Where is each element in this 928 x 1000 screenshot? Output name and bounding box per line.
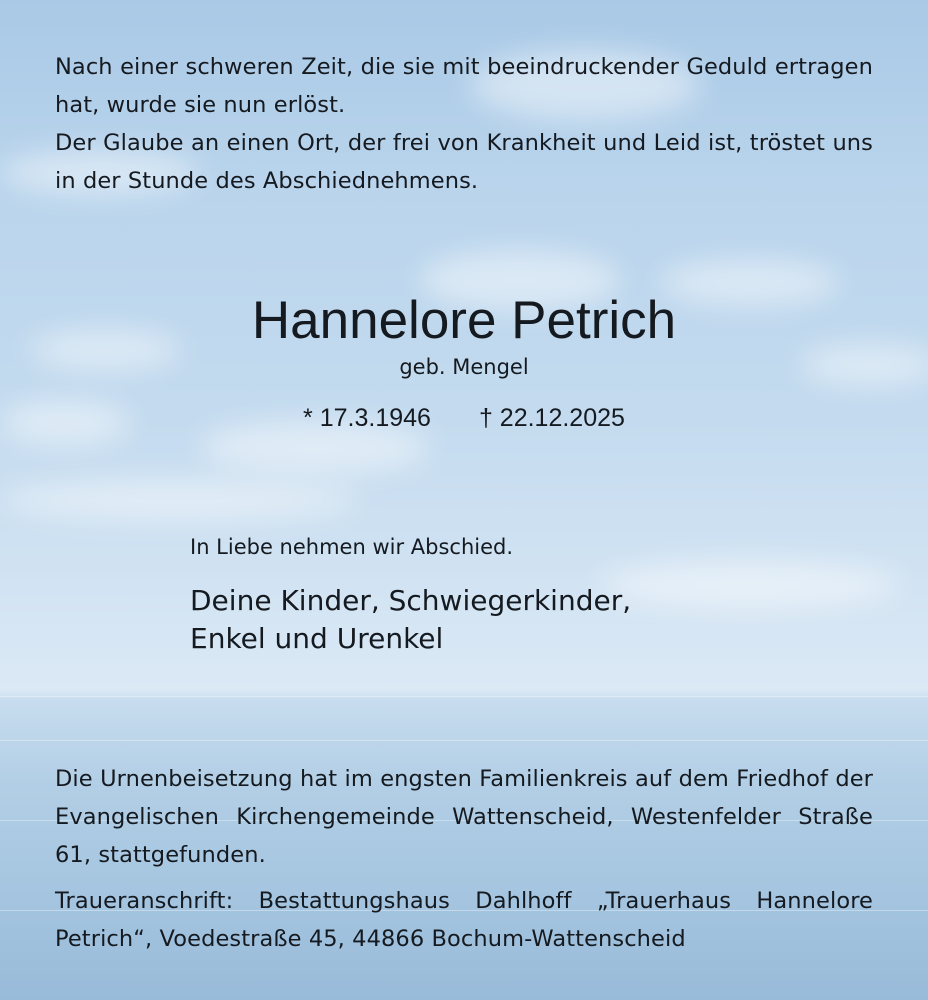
life-dates (0, 400, 928, 436)
deceased-name: Hannelore Petrich (251, 291, 677, 350)
death-date: † 22.12.2025 (478, 404, 625, 432)
mourners-line-2: Enkel und Urenkel (190, 622, 444, 655)
burial-notice-text: Die Urnenbeisetzung hat im engsten Familienkreis auf dem Friedhof der Evangelischen Kirchengemeinde Wattenscheid, Westenfelder Straße 61, stattgefunden. (55, 766, 873, 868)
intro-paragraph-2: Der Glaube an einen Ort, der frei von Krankheit und Leid ist, tröstet uns in der Stunde des Abschiednehmens. (55, 130, 873, 194)
intro-text (55, 48, 873, 200)
mourning-address-text: Traueranschrift: Bestattungshaus Dahlhoff „Trauerhaus Hannelore Petrich“, Voedestraße 45, 44866 Bochum-Wattenscheid (55, 888, 873, 952)
cloud-decoration (0, 480, 360, 520)
intro-paragraph-1: Nach einer schweren Zeit, die sie mit beeindruckender Geduld ertragen hat, wurde sie nun erlöst. (55, 54, 873, 118)
farewell-line: In Liebe nehmen wir Abschied. (190, 535, 514, 559)
mourners-line-1: Deine Kinder, Schwiegerkinder, (190, 584, 632, 617)
horizon-line (0, 696, 928, 697)
mourning-address (55, 882, 873, 958)
birth-name: geb. Mengel (399, 355, 529, 379)
cloud-decoration (600, 560, 900, 610)
wave-line (0, 740, 928, 741)
birth-date: * 17.3.1946 (303, 404, 431, 432)
burial-notice (55, 760, 873, 874)
mourners (190, 582, 631, 658)
